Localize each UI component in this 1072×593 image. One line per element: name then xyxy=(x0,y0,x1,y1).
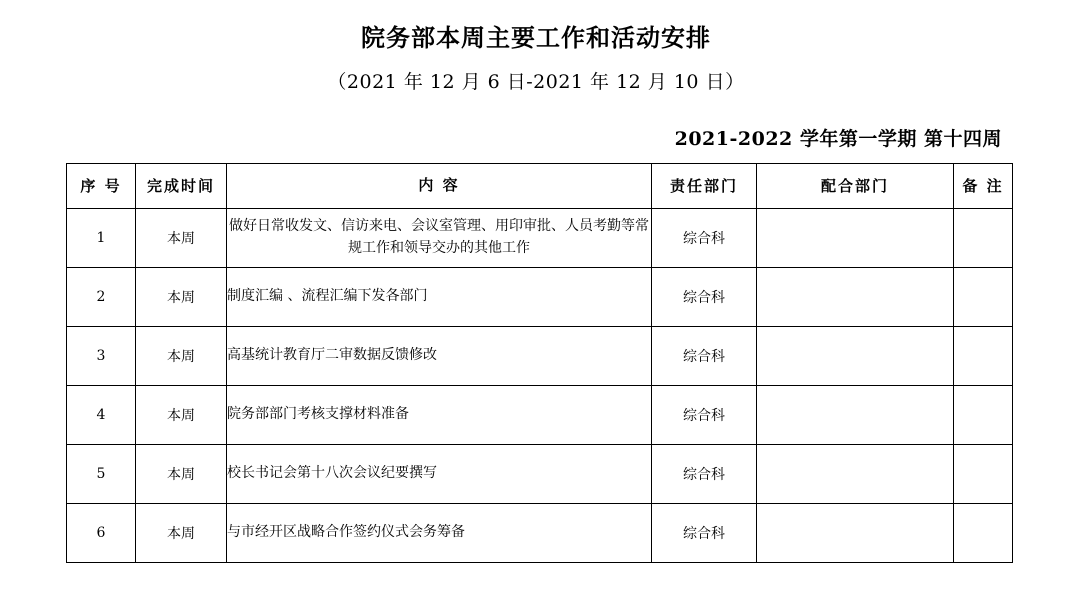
cell-index: 1 xyxy=(67,208,136,267)
cell-note xyxy=(954,208,1013,267)
cell-time: 本周 xyxy=(136,208,227,267)
column-header-index: 序 号 xyxy=(67,163,136,208)
cell-time: 本周 xyxy=(136,267,227,326)
table-header-row xyxy=(67,163,1013,208)
cell-time: 本周 xyxy=(136,326,227,385)
cell-content: 高基统计教育厅二审数据反馈修改 xyxy=(227,326,652,385)
cell-cooperating-dept xyxy=(757,444,954,503)
cell-content: 校长书记会第十八次会议纪要撰写 xyxy=(227,444,652,503)
table-row xyxy=(67,326,1013,385)
schedule-table xyxy=(66,163,1013,563)
column-header-content: 内 容 xyxy=(227,163,652,208)
cell-responsible-dept: 综合科 xyxy=(652,503,757,562)
cell-note xyxy=(954,267,1013,326)
cell-responsible-dept: 综合科 xyxy=(652,326,757,385)
table-header xyxy=(67,163,1013,208)
cell-cooperating-dept xyxy=(757,385,954,444)
cell-index: 4 xyxy=(67,385,136,444)
cell-note xyxy=(954,503,1013,562)
schedule-table-wrapper xyxy=(66,163,1006,563)
page-title: 院务部本周主要工作和活动安排 xyxy=(361,23,711,52)
cell-note xyxy=(954,444,1013,503)
cell-index: 3 xyxy=(67,326,136,385)
column-header-responsible-dept: 责任部门 xyxy=(652,163,757,208)
cell-time: 本周 xyxy=(136,444,227,503)
table-row xyxy=(67,267,1013,326)
cell-content: 做好日常收发文、信访来电、会议室管理、用印审批、人员考勤等常规工作和领导交办的其他工作 xyxy=(227,208,652,267)
cell-index: 5 xyxy=(67,444,136,503)
column-header-cooperating-dept: 配合部门 xyxy=(757,163,954,208)
cell-note xyxy=(954,385,1013,444)
document-page xyxy=(0,24,1072,593)
column-header-note: 备 注 xyxy=(954,163,1013,208)
cell-cooperating-dept xyxy=(757,267,954,326)
cell-index: 2 xyxy=(67,267,136,326)
cell-time: 本周 xyxy=(136,503,227,562)
table-row xyxy=(67,503,1013,562)
cell-responsible-dept: 综合科 xyxy=(652,208,757,267)
cell-note xyxy=(954,326,1013,385)
cell-responsible-dept: 综合科 xyxy=(652,444,757,503)
table-row xyxy=(67,444,1013,503)
cell-content: 院务部部门考核支撑材料准备 xyxy=(227,385,652,444)
cell-content: 与市经开区战略合作签约仪式会务筹备 xyxy=(227,503,652,562)
cell-cooperating-dept xyxy=(757,326,954,385)
cell-responsible-dept: 综合科 xyxy=(652,267,757,326)
table-body xyxy=(67,208,1013,562)
column-header-time: 完成时间 xyxy=(136,163,227,208)
table-row xyxy=(67,385,1013,444)
cell-content: 制度汇编 、流程汇编下发各部门 xyxy=(227,267,652,326)
cell-cooperating-dept xyxy=(757,503,954,562)
academic-term-label: 2021-2022 学年第一学期 第十四周 xyxy=(674,127,1002,150)
cell-cooperating-dept xyxy=(757,208,954,267)
date-range-subtitle: （2021 年 12 月 6 日-2021 年 12 月 10 日） xyxy=(327,70,745,93)
cell-time: 本周 xyxy=(136,385,227,444)
table-row xyxy=(67,208,1013,267)
cell-responsible-dept: 综合科 xyxy=(652,385,757,444)
cell-index: 6 xyxy=(67,503,136,562)
